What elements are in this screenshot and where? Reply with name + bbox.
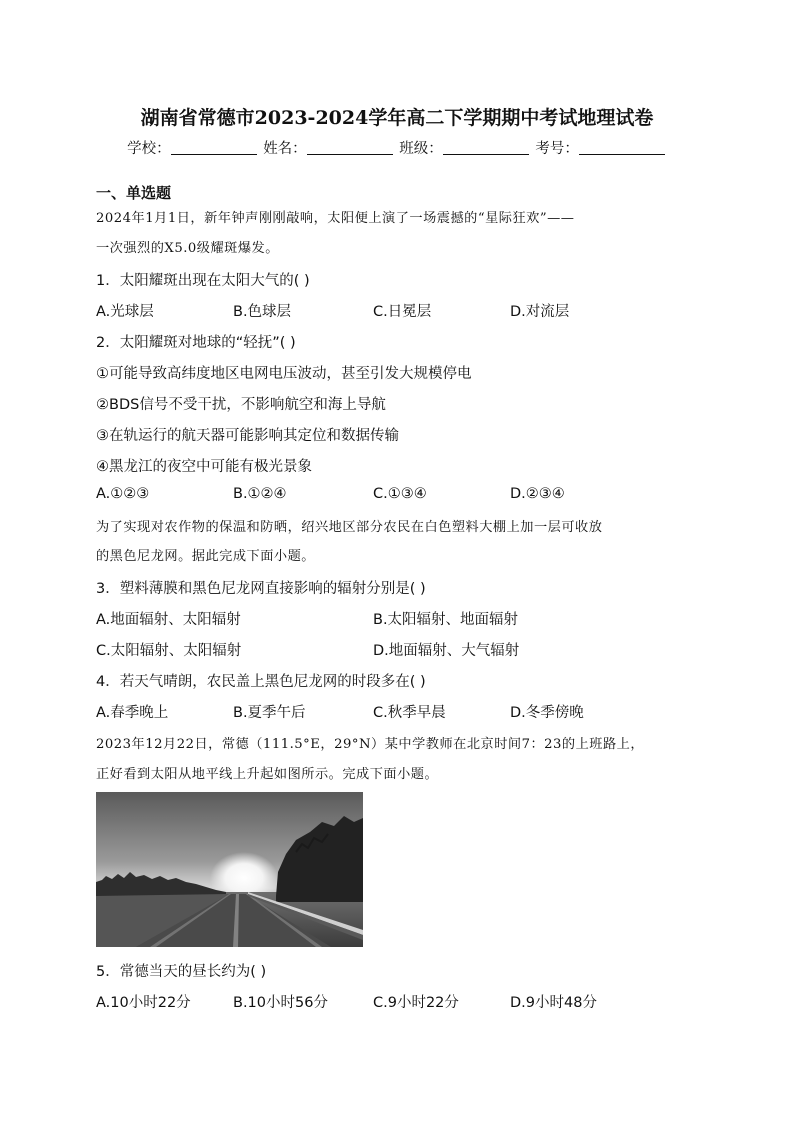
passage-1-line-2: 一次强烈的X5.0级耀斑爆发。 (96, 241, 279, 256)
question-4-option-a[interactable]: A.春季晚上 (96, 705, 169, 721)
question-1-stem: 1．太阳耀斑出现在太阳大气的( ) (96, 273, 310, 289)
class-blank[interactable] (443, 140, 529, 155)
question-3-option-d[interactable]: D.地面辐射、大气辐射 (373, 643, 520, 659)
question-5-stem: 5．常德当天的昼长约为( ) (96, 964, 267, 980)
question-2-option-b[interactable]: B.①②④ (233, 486, 287, 502)
sunrise-road-photo (96, 792, 363, 947)
passage-1-line-1: 2024年1月1日，新年钟声刚刚敲响，太阳便上演了一场震撼的“星际狂欢”—— (96, 211, 575, 226)
class-label: 班级： (399, 141, 443, 157)
question-1-option-c[interactable]: C.日冕层 (373, 304, 432, 320)
school-label: 学校： (127, 141, 171, 157)
question-2-item-3: ③在轨运行的航天器可能影响其定位和数据传输 (96, 428, 399, 444)
question-2-option-c[interactable]: C.①③④ (373, 486, 427, 502)
question-1-option-a[interactable]: A.光球层 (96, 304, 154, 320)
question-2-item-2: ②BDS信号不受干扰，不影响航空和海上导航 (96, 397, 386, 413)
passage-2-line-2: 的黑色尼龙网。据此完成下面小题。 (96, 549, 315, 564)
name-label: 姓名： (263, 141, 307, 157)
question-3-option-c[interactable]: C.太阳辐射、太阳辐射 (96, 643, 242, 659)
question-2-item-1: ①可能导致高纬度地区电网电压波动，甚至引发大规模停电 (96, 366, 472, 382)
question-3-stem: 3．塑料薄膜和黑色尼龙网直接影响的辐射分别是( ) (96, 581, 426, 597)
passage-3-line-1: 2023年12月22日，常德（111.5°E，29°N）某中学教师在北京时间7：23的上班路上， (96, 737, 645, 752)
passage-2-line-1: 为了实现对农作物的保温和防晒，绍兴地区部分农民在白色塑料大棚上加一层可收放 (96, 520, 603, 535)
name-blank[interactable] (307, 140, 393, 155)
question-2-option-a[interactable]: A.①②③ (96, 486, 150, 502)
question-5-option-c[interactable]: C.9小时22分 (373, 995, 459, 1011)
question-3-option-b[interactable]: B.太阳辐射、地面辐射 (373, 612, 519, 628)
exam-number-label: 考号： (535, 141, 579, 157)
school-blank[interactable] (171, 140, 257, 155)
student-info-row (0, 137, 794, 158)
question-4-option-d[interactable]: D.冬季傍晚 (510, 705, 584, 721)
question-2-option-d[interactable]: D.②③④ (510, 486, 565, 502)
passage-3-line-2: 正好看到太阳从地平线上升起如图所示。完成下面小题。 (96, 767, 439, 782)
question-3-option-a[interactable]: A.地面辐射、太阳辐射 (96, 612, 241, 628)
page-title: 湖南省常德市2023-2024学年高二下学期期中考试地理试卷 (140, 107, 654, 129)
section-title: 一、单选题 (96, 184, 172, 202)
question-4-option-c[interactable]: C.秋季早晨 (373, 705, 446, 721)
question-5-option-d[interactable]: D.9小时48分 (510, 995, 597, 1011)
question-1-option-b[interactable]: B.色球层 (233, 304, 292, 320)
question-2-stem: 2．太阳耀斑对地球的“轻抚”( ) (96, 335, 296, 351)
question-4-stem: 4．若天气晴朗，农民盖上黑色尼龙网的时段多在( ) (96, 674, 426, 690)
exam-number-blank[interactable] (579, 140, 665, 155)
question-5-option-a[interactable]: A.10小时22分 (96, 995, 191, 1011)
question-5-option-b[interactable]: B.10小时56分 (233, 995, 328, 1011)
question-1-option-d[interactable]: D.对流层 (510, 304, 570, 320)
question-2-item-4: ④黑龙江的夜空中可能有极光景象 (96, 459, 312, 475)
question-4-option-b[interactable]: B.夏季午后 (233, 705, 306, 721)
